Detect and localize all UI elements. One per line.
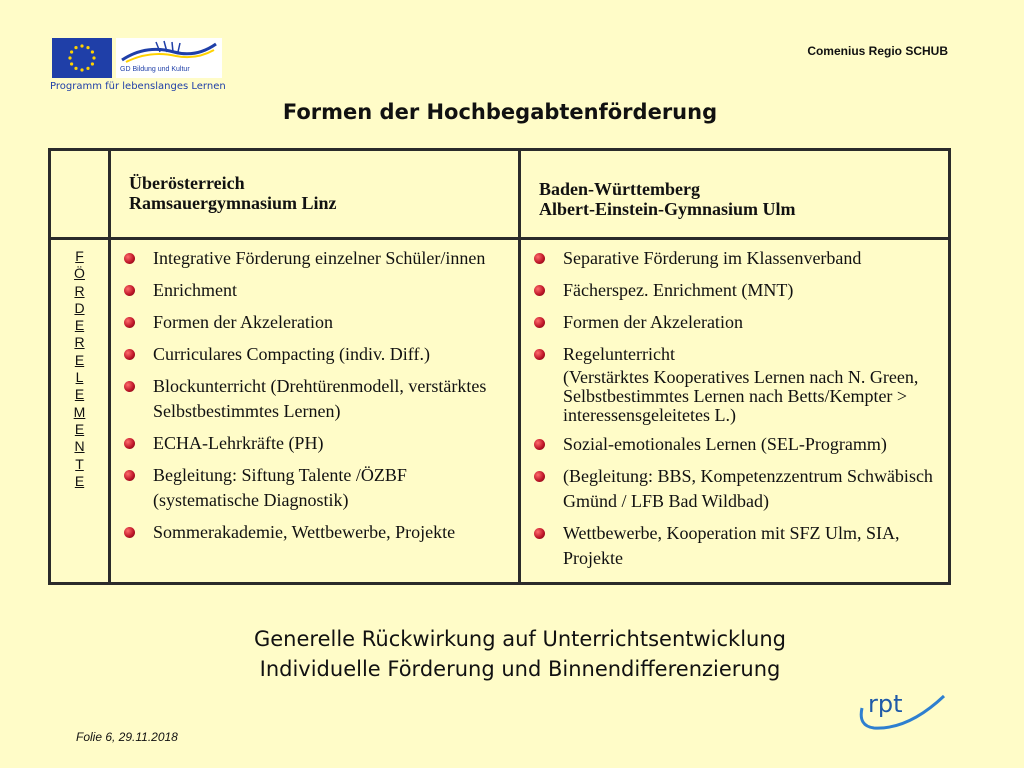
list-item: Blockunterricht (Drehtürenmodell, verstärktes Selbstbestimmtes Lernen) [111,374,514,424]
list-item: Enrichment [111,278,514,303]
footer-line-2: Individuelle Förderung und Binnendifferenzierung [259,657,781,681]
bullet-icon [124,317,135,328]
list-item: Wettbewerbe, Kooperation mit SFZ Ulm, SIA, Projekte [521,521,944,571]
page-title: Formen der Hochbegabtenförderung [282,100,718,124]
header-org: Comenius Regio SCHUB [807,44,948,58]
list-item: Fächerspez. Enrichment (MNT) [521,278,944,303]
list-item: Formen der Akzeleration [111,310,514,335]
vertical-letter: M [73,403,86,420]
gd-logo-text: GD Bildung und Kultur [120,66,190,73]
list-item: Sozial-emotionales Lernen (SEL-Programm) [521,432,944,457]
right-header-region: Baden-Württemberg [539,179,700,199]
rpt-logo [858,690,954,740]
empty-corner-cell [50,150,110,239]
vertical-label [51,240,108,490]
bullet-icon [124,285,135,296]
vertical-letter: F [75,248,84,264]
vertical-letter: L [75,369,84,386]
vertical-letter: T [75,455,84,472]
footer-summary [0,624,1024,684]
list-item: Formen der Akzeleration [521,310,944,335]
list-item: (Begleitung: BBS, Kompetenzzentrum Schwäbisch Gmünd / LFB Bad Wildbad) [521,464,944,514]
list-item: Sommerakademie, Wettbewerbe, Projekte [111,520,514,545]
comparison-table [48,148,951,585]
right-items-cell [520,239,950,584]
list-item: Integrative Förderung einzelner Schüler/innen [111,246,514,271]
bullet-icon [124,253,135,264]
left-header-region: Überösterreich [129,173,245,193]
bullet-icon [534,349,545,360]
vertical-letter: Ö [74,265,85,282]
bullet-icon [534,528,545,539]
bullet-icon [534,317,545,328]
vertical-letter: E [74,386,85,403]
right-header-cell [520,150,950,239]
slide-info: Folie 6, 29.11.2018 [76,730,178,744]
bullet-icon [534,285,545,296]
item-sub-text: (Verstärktes Kooperatives Lernen nach N. Green, Selbstbestimmtes Lernen nach Betts/Kempter > interessensgeleitetes L.) [563,367,919,425]
bullet-icon [534,253,545,264]
vertical-letter: E [74,351,85,368]
left-items-cell [110,239,520,584]
bullet-icon [124,438,135,449]
bullet-icon [124,527,135,538]
bullet-icon [534,439,545,450]
left-header-cell [110,150,520,239]
list-item: Begleitung: Siftung Talente /ÖZBF (systematische Diagnostik) [111,463,514,513]
bullet-icon [534,471,545,482]
vertical-label-cell [50,239,110,584]
right-header-school: Albert-Einstein-Gymnasium Ulm [539,199,796,219]
eu-flag-icon [52,38,112,78]
item-main-text: Regelunterricht [563,344,675,364]
left-header-school: Ramsauergymnasium Linz [129,193,337,213]
vertical-letter: N [74,438,85,455]
rpt-logo-text: rpt [868,690,903,718]
logo-caption: Programm für lebenslanges Lernen [50,81,226,92]
bullet-icon [124,381,135,392]
left-items-list [111,240,518,556]
vertical-letter: R [74,282,85,299]
right-items-list [521,240,948,582]
list-item: Curriculares Compacting (indiv. Diff.) [111,342,514,367]
vertical-letter: D [74,299,85,316]
list-item: Separative Förderung im Klassenverband [521,246,944,271]
eu-logo [50,36,224,98]
vertical-letter: E [74,317,85,334]
bullet-icon [124,470,135,481]
bullet-icon [124,349,135,360]
list-item [521,342,944,425]
footer-line-1: Generelle Rückwirkung auf Unterrichtsentwicklung [253,627,787,651]
list-item: ECHA-Lehrkräfte (PH) [111,431,514,456]
vertical-letter: E [74,472,85,489]
vertical-letter: R [74,334,85,351]
vertical-letter: E [74,420,85,437]
